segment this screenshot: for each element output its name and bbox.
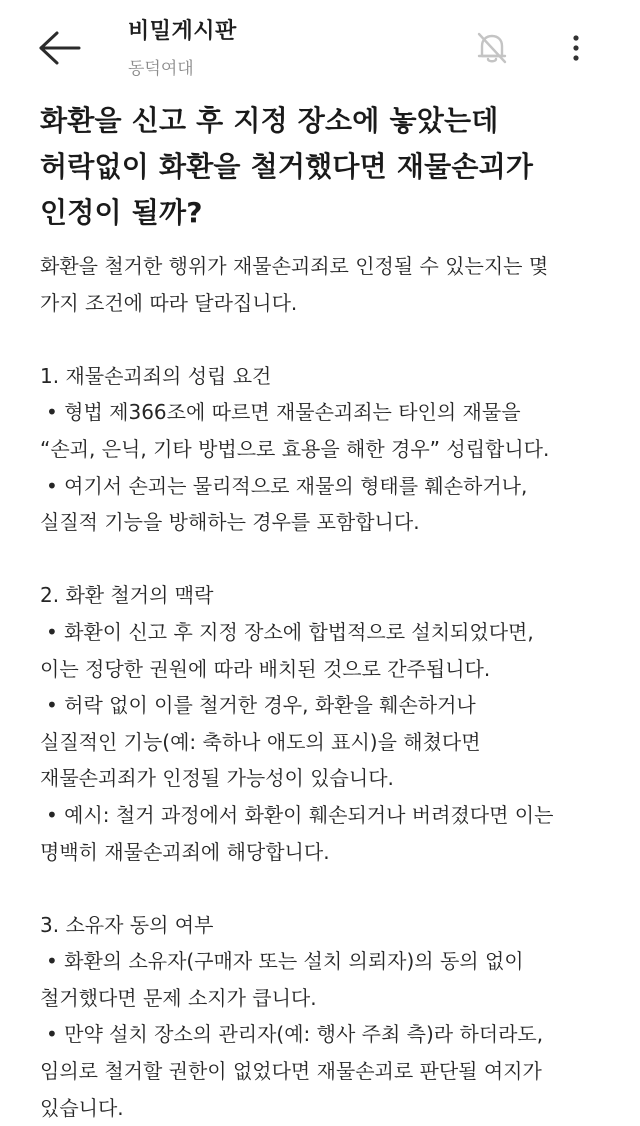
section-line: 이는 정당한 권원에 따라 배치된 것으로 간주됩니다. xyxy=(40,656,491,681)
board-subtitle: 동덕여대 xyxy=(128,59,194,79)
section-line: • 화환이 신고 후 지정 장소에 합법적으로 설치되었다면, xyxy=(46,619,534,644)
section-line: 임의로 철거할 권한이 없었다면 재물손괴로 판단될 여지가 xyxy=(40,1059,542,1084)
post-title-line: 인정이 될까? xyxy=(40,196,203,229)
section-line: 명백히 재물손괴죄에 해당합니다. xyxy=(40,839,330,864)
section-line: 실질적인 기능(예: 축하나 애도의 표시)을 해쳤다면 xyxy=(40,729,481,754)
bell-off-icon xyxy=(472,28,512,68)
app-header xyxy=(0,0,640,92)
section-line: 철거했다면 문제 소지가 큽니다. xyxy=(40,985,317,1010)
section-line: 재물손괴죄가 인정될 가능성이 있습니다. xyxy=(40,766,394,791)
board-title-group xyxy=(128,18,237,82)
intro-line: 화환을 철거한 행위가 재물손괴죄로 인정될 수 있는지는 몇 xyxy=(40,254,549,278)
post-title xyxy=(40,98,620,236)
post-title-line: 화환을 신고 후 지정 장소에 놓았는데 xyxy=(40,104,499,137)
section-line: 실질적 기능을 방해하는 경우를 포함합니다. xyxy=(40,510,420,535)
section-line: “손괴, 은닉, 기타 방법으로 효용을 해한 경우” 성립합니다. xyxy=(40,436,550,461)
section-line: • 허락 없이 이를 철거한 경우, 화환을 훼손하거나 xyxy=(46,693,476,718)
section-heading: 1. 재물손괴죄의 성립 요건 xyxy=(40,363,272,388)
post-body xyxy=(40,248,620,1126)
intro-line: 가지 조건에 따라 달라집니다. xyxy=(40,290,298,315)
section-line: • 화환의 소유자(구매자 또는 설치 의뢰자)의 동의 없이 xyxy=(46,949,524,974)
more-vertical-icon xyxy=(571,33,581,63)
section-heading: 3. 소유자 동의 여부 xyxy=(40,912,214,937)
notification-toggle-button[interactable] xyxy=(470,26,514,70)
arrow-left-icon xyxy=(37,30,81,66)
section-line: • 만약 설치 장소의 관리자(예: 행사 주최 측)라 하더라도, xyxy=(46,1022,544,1047)
post-title-line: 허락없이 화환을 철거했다면 재물손괴가 xyxy=(40,150,534,183)
section-line: • 형법 제366조에 따르면 재물손괴죄는 타인의 재물을 xyxy=(46,400,521,425)
back-button[interactable] xyxy=(34,26,84,70)
board-title: 비밀게시판 xyxy=(128,19,237,44)
section-line: • 여기서 손괴는 물리적으로 재물의 형태를 훼손하거나, xyxy=(46,473,528,498)
section-heading: 2. 화환 철거의 맥락 xyxy=(40,583,214,608)
section-line: 있습니다. xyxy=(40,1095,124,1120)
more-options-button[interactable] xyxy=(558,26,594,70)
section-line: • 예시: 철거 과정에서 화환이 훼손되거나 버려졌다면 이는 xyxy=(46,802,554,827)
